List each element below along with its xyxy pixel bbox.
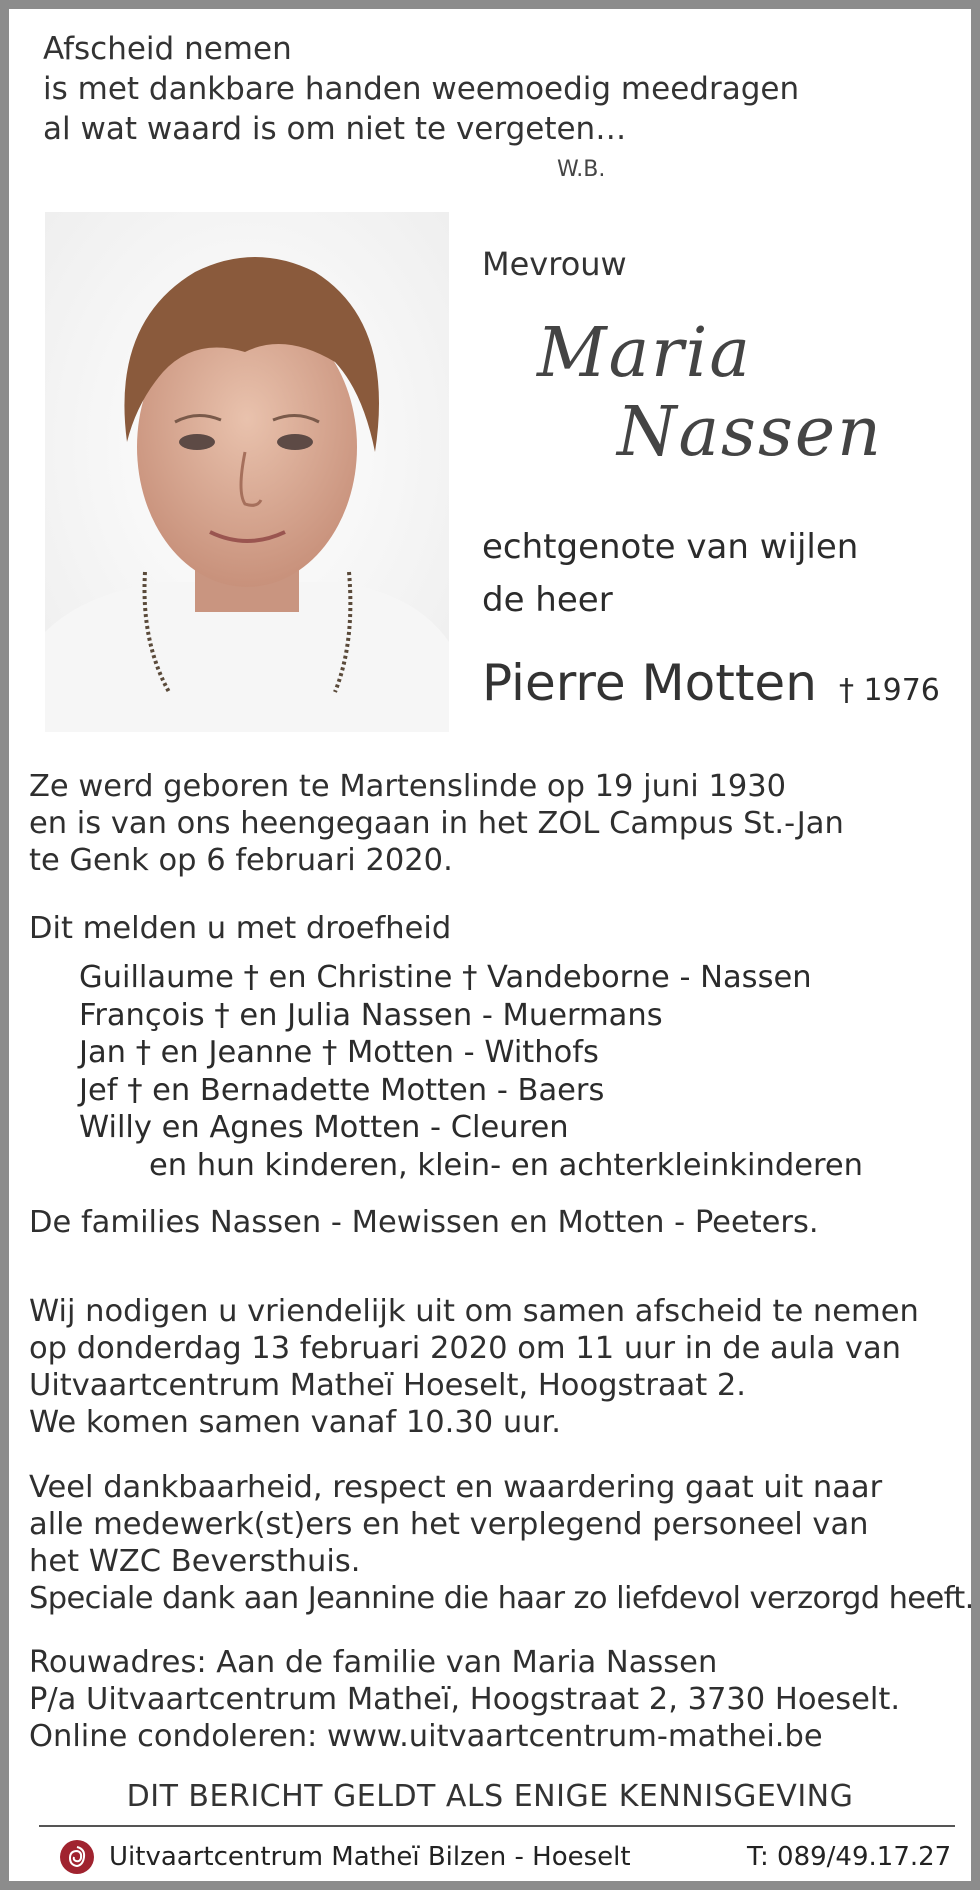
- text-line: te Genk op 6 februari 2020.: [29, 843, 453, 878]
- text-line: Ze werd geboren te Martenslinde op 19 juni 1930: [29, 769, 787, 804]
- poem-line: is met dankbare handen weemoedig meedragen: [43, 71, 800, 107]
- address-street: P/a Uitvaartcentrum Matheï, Hoogstraat 2, 3730 Hoeselt.: [29, 1682, 901, 1717]
- address-label: Rouwadres:: [29, 1645, 207, 1680]
- spouse-death-year: † 1976: [839, 673, 940, 708]
- family-member: Jef † en Bernadette Motten - Baers: [79, 1072, 605, 1108]
- family-member: François † en Julia Nassen - Muermans: [79, 997, 663, 1033]
- notice-banner: DIT BERICHT GELDT ALS ENIGE KENNISGEVING: [126, 1779, 854, 1814]
- text-line: Veel dankbaarheid, respect en waardering gaat uit naar: [29, 1470, 883, 1505]
- address-line: [29, 1644, 900, 1681]
- poem: [43, 29, 799, 149]
- text-line: Wij nodigen u vriendelijk uit om samen afscheid te nemen: [29, 1294, 919, 1329]
- thanks-text: [29, 1469, 974, 1617]
- deceased-first-name: Maria: [537, 314, 752, 393]
- spouse-title: de heer: [482, 580, 613, 620]
- family-member: Guillaume † en Christine † Vandeborne - Nassen: [79, 960, 812, 995]
- poem-author: W.B.: [557, 157, 606, 182]
- text-line: We komen samen vanaf 10.30 uur.: [29, 1405, 561, 1440]
- deceased-last-name: Nassen: [617, 393, 883, 472]
- spouse-intro: echtgenote van wijlen: [482, 527, 859, 567]
- family-member: Willy en Agnes Motten - Cleuren: [79, 1110, 569, 1145]
- condolence-link[interactable]: Online condoleren: www.uitvaartcentrum-mathei.be: [29, 1719, 823, 1754]
- text-line: het WZC Beversthuis.: [29, 1544, 361, 1579]
- text-line: en is van ons heengegaan in het ZOL Campus St.-Jan: [29, 806, 844, 841]
- text-line: alle medewerk(st)ers en het verplegend personeel van: [29, 1507, 869, 1542]
- families-line: De families Nassen - Mewissen en Motten - Peeters.: [29, 1205, 819, 1240]
- spouse-name: Pierre Motten: [482, 654, 817, 712]
- invitation-text: [29, 1293, 919, 1441]
- family-descendants: en hun kinderen, klein- en achterkleinkinderen: [149, 1147, 863, 1183]
- footer-company: Uitvaartcentrum Matheï Bilzen - Hoeselt: [109, 1842, 631, 1872]
- poem-line: al wat waard is om niet te vergeten…: [43, 111, 627, 147]
- address-recipient: Aan de familie van Maria Nassen: [206, 1645, 718, 1680]
- text-line: Uitvaartcentrum Matheï Hoeselt, Hoogstraat 2.: [29, 1368, 746, 1403]
- footer-divider: [39, 1825, 955, 1827]
- text-line: Speciale dank aan Jeannine die haar zo liefdevol verzorgd heeft.: [29, 1581, 974, 1616]
- poem-line: Afscheid nemen: [43, 31, 292, 67]
- rose-logo-icon: [59, 1839, 95, 1875]
- salutation: Mevrouw: [482, 245, 627, 283]
- family-intro: Dit melden u met droefheid: [29, 911, 452, 946]
- footer-phone: T: 089/49.17.27: [747, 1842, 952, 1872]
- contact-block: [29, 1644, 900, 1755]
- birth-death-text: [29, 768, 844, 879]
- family-member: Jan † en Jeanne † Motten - Withofs: [79, 1035, 599, 1070]
- text-line: op donderdag 13 februari 2020 om 11 uur in de aula van: [29, 1331, 901, 1366]
- family-list: [79, 959, 863, 1184]
- portrait-photo: [45, 212, 449, 732]
